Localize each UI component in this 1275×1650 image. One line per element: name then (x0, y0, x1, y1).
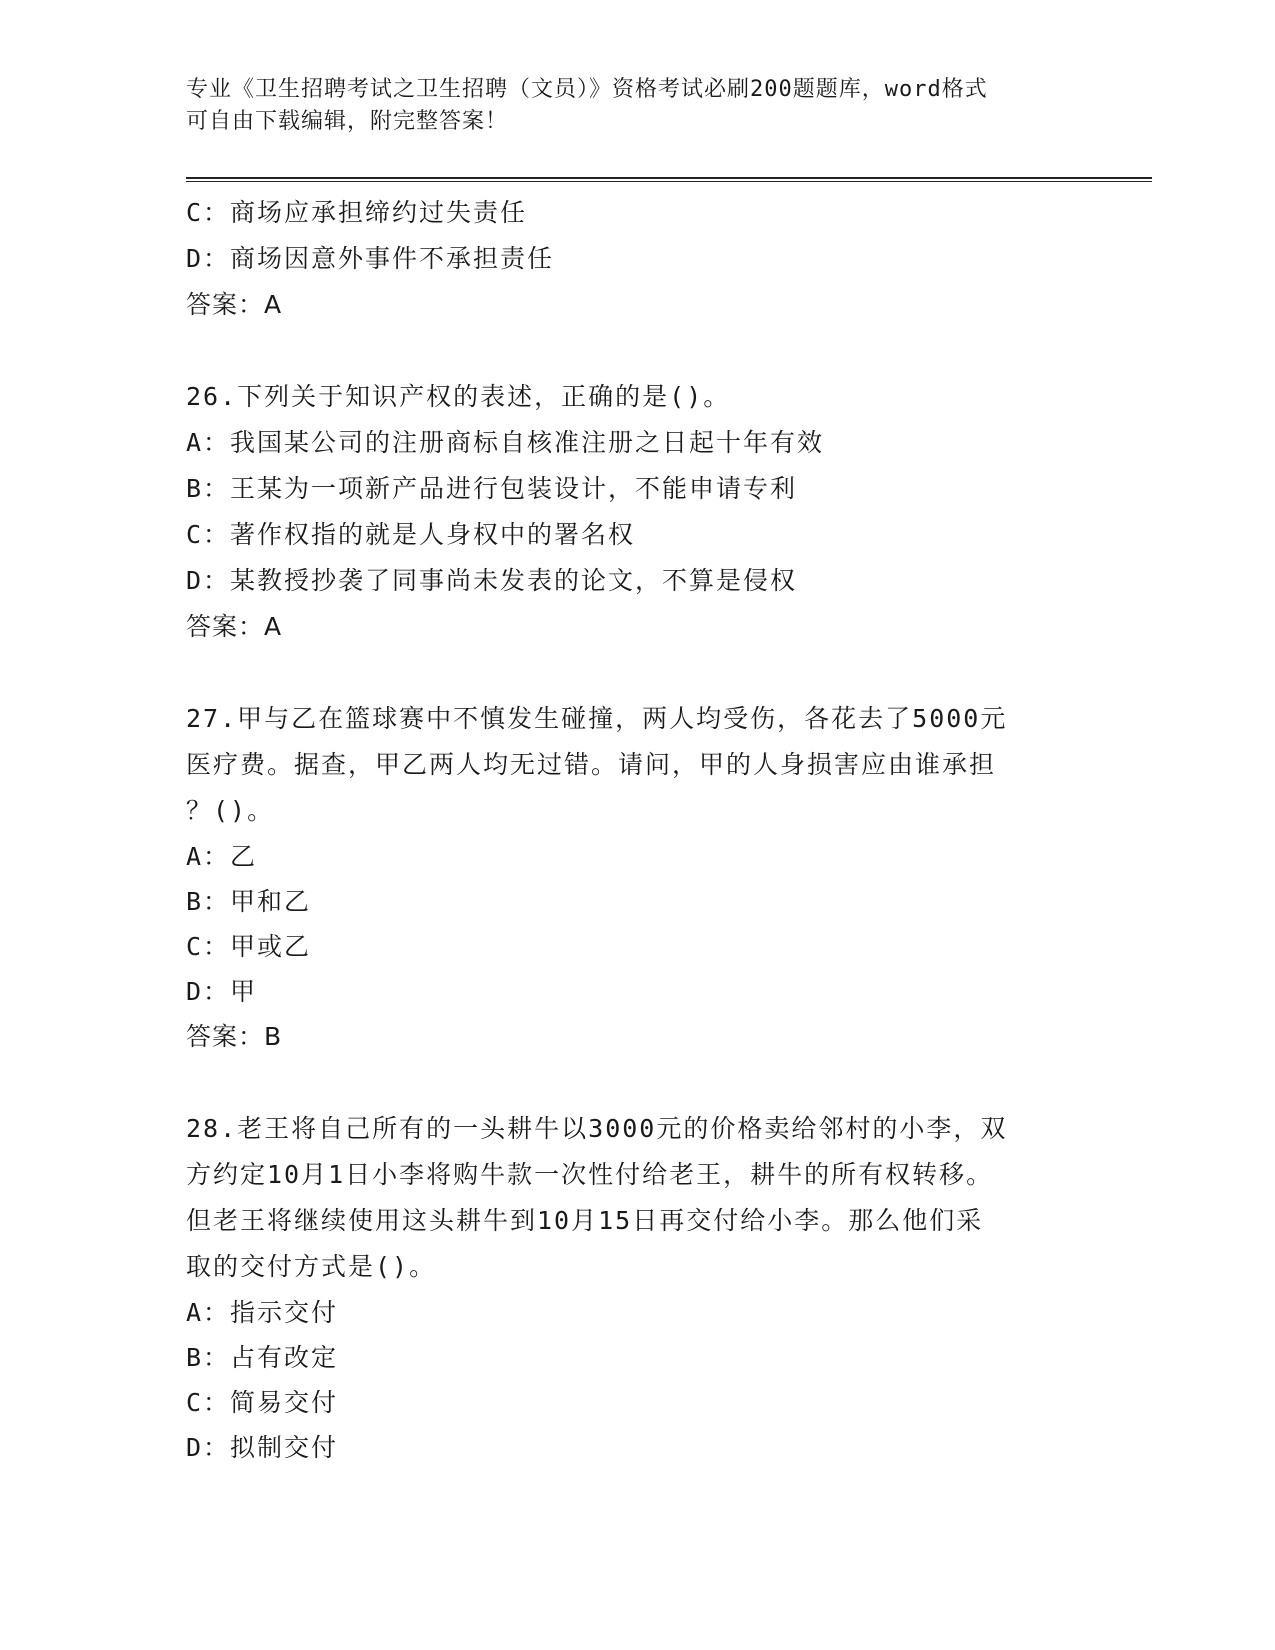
header-divider (186, 177, 1152, 182)
question-stem-line: 27.甲与乙在篮球赛中不慎发生碰撞，两人均受伤，各花去了5000元 (186, 704, 1008, 733)
option-b: B：占有改定 (186, 1343, 339, 1372)
option-b: B：王某为一项新产品进行包装设计，不能申请专利 (186, 474, 798, 503)
question-stem-line: 取的交付方式是()。 (186, 1252, 437, 1281)
option-d: D：商场因意外事件不承担责任 (186, 244, 555, 273)
option-c: C：甲或乙 (186, 932, 312, 961)
option-a: A：乙 (186, 842, 258, 871)
question-26 (186, 374, 1066, 650)
answer: 答案：B (186, 1022, 283, 1051)
option-d: D：某教授抄袭了同事尚未发表的论文，不算是侵权 (186, 566, 798, 595)
option-c: C：著作权指的就是人身权中的署名权 (186, 520, 636, 549)
option-d: D：甲 (186, 977, 258, 1006)
option-c: C：简易交付 (186, 1388, 339, 1417)
option-a: A：指示交付 (186, 1298, 339, 1327)
option-c: C：商场应承担缔约过失责任 (186, 198, 528, 227)
answer: 答案：A (186, 290, 283, 319)
option-d: D：拟制交付 (186, 1433, 339, 1462)
option-b: B：甲和乙 (186, 887, 312, 916)
question-stem-line: 28.老王将自己所有的一头耕牛以3000元的价格卖给邻村的小李，双 (186, 1114, 1008, 1143)
header-line-1: 专业《卫生招聘考试之卫生招聘（文员）》资格考试必刷200题题库，word格式 (186, 77, 988, 102)
question-27 (186, 696, 1066, 1060)
option-a: A：我国某公司的注册商标自核准注册之日起十年有效 (186, 428, 825, 457)
question-28 (186, 1106, 1066, 1470)
question-stem-line: ？()。 (186, 796, 275, 825)
question-stem-line: 方约定10月1日小李将购牛款一次性付给老王，耕牛的所有权转移。 (186, 1160, 994, 1189)
question-stem: 26.下列关于知识产权的表述，正确的是()。 (186, 382, 731, 411)
document-header (186, 74, 1066, 138)
question-stem-line: 但老王将继续使用这头耕牛到10月15日再交付给小李。那么他们采 (186, 1206, 984, 1235)
header-line-2: 可自由下载编辑，附完整答案！ (186, 109, 509, 134)
question-list (186, 190, 1066, 1470)
question-stem-line: 医疗费。据查，甲乙两人均无过错。请问，甲的人身损害应由谁承担 (186, 750, 997, 779)
question-25 (186, 190, 1066, 328)
answer: 答案：A (186, 612, 283, 641)
